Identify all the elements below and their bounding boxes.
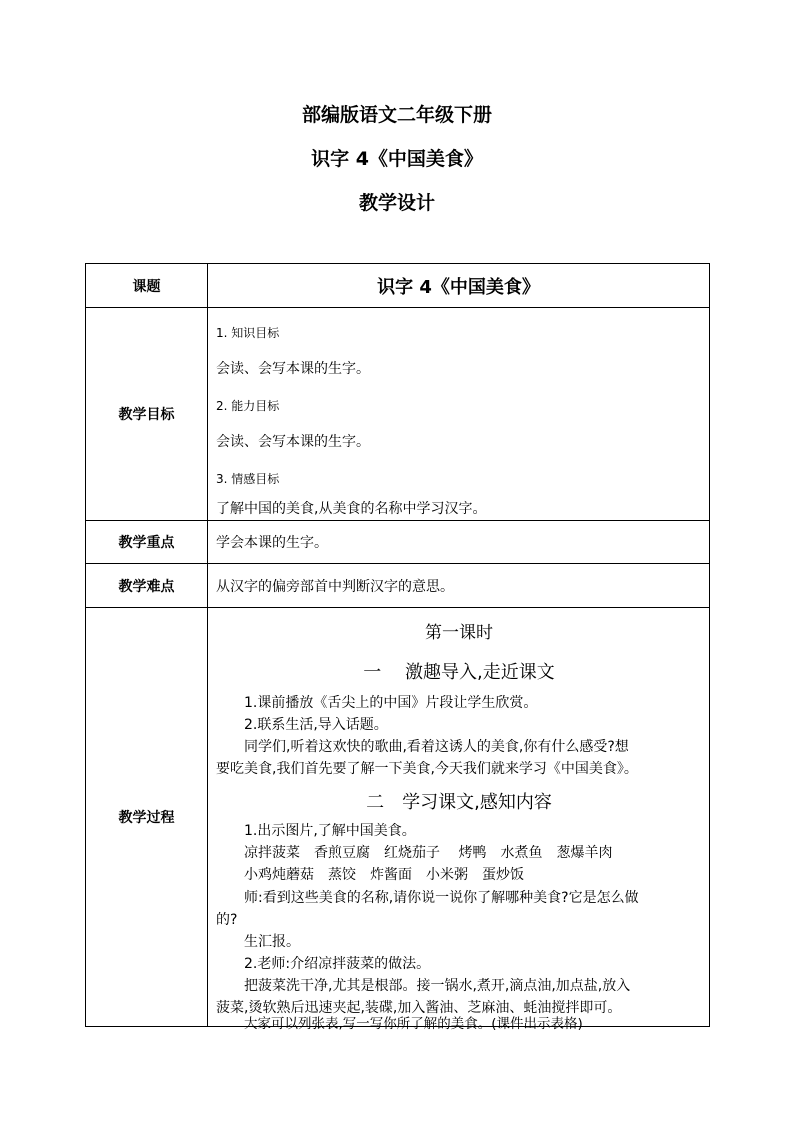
topic-value: 识字 4《中国美食》 — [208, 264, 710, 308]
s2-line-8: 把菠菜洗干净,尤其是根部。接一锅水,煮开,滴点油,加点盐,放入 — [244, 978, 631, 994]
key-value: 学会本课的生字。 — [208, 521, 710, 564]
difficulty-value: 从汉字的偏旁部首中判断汉字的意思。 — [208, 564, 710, 608]
key-row — [86, 521, 710, 564]
goals-row — [86, 308, 710, 521]
title-line-2: 识字 4《中国美食》 — [311, 148, 483, 170]
process-label: 教学过程 — [86, 608, 208, 1027]
goal-3-title: 3. 情感目标 — [216, 472, 280, 486]
s2-line-9: 菠菜,烫软熟后迅速夹起,装碟,加入酱油、芝麻油、蚝油搅拌即可。 — [216, 1000, 622, 1016]
s1-line-3: 同学们,听着这欢快的歌曲,看着这诱人的美食,你有什么感受?想 — [244, 739, 629, 755]
s2-line-3: 小鸡炖蘑菇 蒸饺 炸酱面 小米粥 蛋炒饭 — [244, 867, 524, 883]
key-label: 教学重点 — [86, 521, 208, 564]
s2-line-6: 生汇报。 — [244, 934, 300, 950]
s2-line-1: 1.出示图片,了解中国美食。 — [244, 823, 416, 839]
title-line-3: 教学设计 — [358, 192, 435, 214]
goals-cell — [208, 308, 710, 521]
difficulty-label: 教学难点 — [86, 564, 208, 608]
goal-3-text: 了解中国的美食,从美食的名称中学习汉字。 — [216, 501, 487, 517]
goal-2-text: 会读、会写本课的生字。 — [216, 434, 370, 450]
document-title — [0, 104, 794, 236]
s1-line-2: 2.联系生活,导入话题。 — [244, 717, 388, 733]
section-2-heading: 二 学习课文,感知内容 — [366, 792, 552, 813]
s2-line-2: 凉拌菠菜 香煎豆腐 红烧茄子 烤鸭 水煮鱼 葱爆羊肉 — [244, 845, 613, 861]
period-heading: 第一课时 — [425, 623, 493, 643]
difficulty-row — [86, 564, 710, 608]
lesson-plan-table — [85, 263, 710, 1032]
title-line-1: 部编版语文二年级下册 — [301, 104, 492, 126]
s2-line-4: 师:看到这些美食的名称,请你说一说你了解哪种美食?它是怎么做 — [244, 890, 639, 906]
goal-2-title: 2. 能力目标 — [216, 399, 280, 413]
topic-label: 课题 — [86, 264, 208, 308]
goals-label: 教学目标 — [86, 308, 208, 521]
s2-line-7: 2.老师:介绍凉拌菠菜的做法。 — [244, 956, 431, 972]
process-row — [86, 608, 710, 1027]
goal-1-text: 会读、会写本课的生字。 — [216, 361, 370, 377]
s2-line-10: 大家可以列张表,写一写你所了解的美食。(课件出示表格) — [244, 1016, 583, 1032]
process-cell — [208, 608, 710, 1032]
s1-line-1: 1.课前播放《舌尖上的中国》片段让学生欣赏。 — [244, 695, 538, 711]
s1-line-4: 要吃美食,我们首先要了解一下美食,今天我们就来学习《中国美食》。 — [216, 761, 638, 777]
section-1-heading: 一 激趣导入,走近课文 — [363, 662, 555, 683]
goal-1-title: 1. 知识目标 — [216, 326, 280, 340]
s2-line-5: 的? — [216, 912, 238, 928]
topic-row — [86, 264, 710, 308]
